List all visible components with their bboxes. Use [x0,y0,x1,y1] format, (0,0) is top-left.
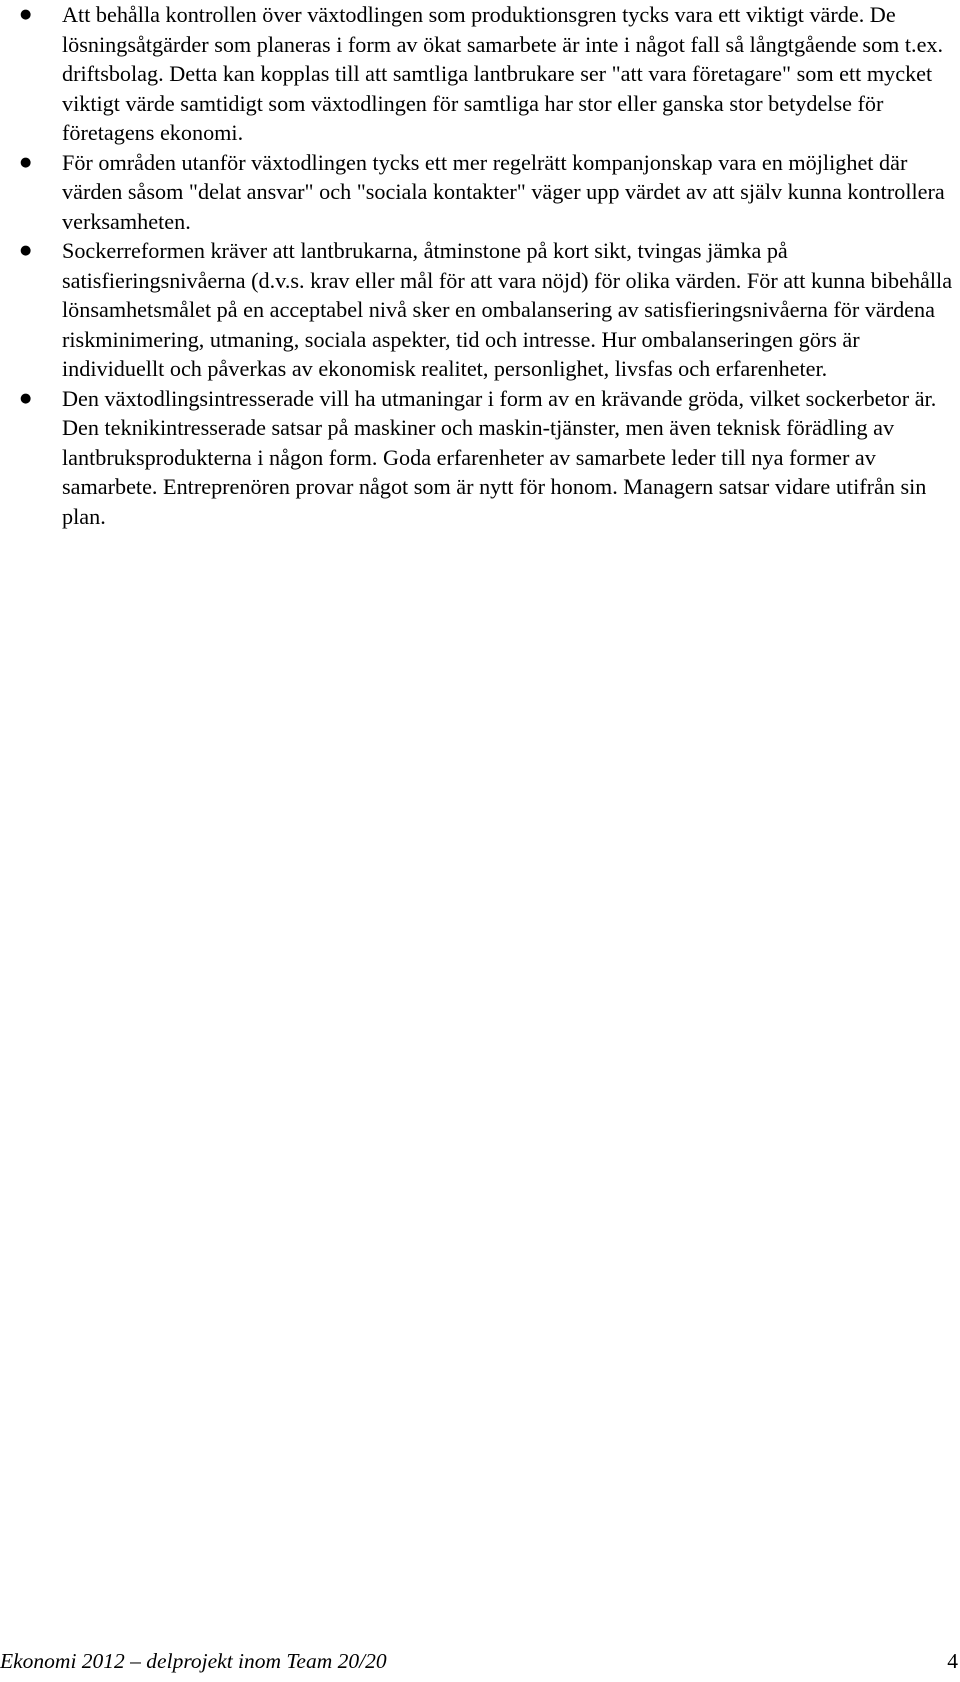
bullet-list [20,0,960,531]
bullet-dot-icon: ● [20,7,32,22]
list-item [20,148,960,237]
list-item-text: Sockerreformen kräver att lantbrukarna, åtminstone på kort sikt, tvingas jämka på satisfieringsnivåerna (d.v.s. krav eller mål för att vara nöjd) för olika värden. För att kunna bibehålla lönsamhetsmålet på en acceptabel nivå sker en ombalansering av satisfieringsnivåerna för värdena riskminimering, utmaning, sociala aspekter, tid och intresse. Hur ombalanseringen görs är individuellt och påverkas av ekonomisk realitet, personlighet, livsfas och erfarenheter. [62,238,953,381]
list-item-text: Att behålla kontrollen över växtodlingen som produktionsgren tycks vara ett viktigt värde. De lösningsåtgärder som planeras i form av ökat samarbete är inte i något fall så långtgående som t.ex. driftsbolag. Detta kan kopplas till att samtliga lantbrukare ser "att vara företagare" som ett mycket viktigt värde samtidigt som växtodlingen för samtliga har stor eller ganska stor betydelse för företagens ekonomi. [62,2,944,145]
page-number: 4 [947,1649,958,1673]
list-item-text: För områden utanför växtodlingen tycks ett mer regelrätt kompanjonskap vara en möjlighet där värden såsom "delat ansvar" och "sociala kontakter" väger upp värdet av att själv kunna kontrollera verksamheten. [62,149,945,234]
list-item [20,0,960,148]
document-body [20,0,960,531]
bullet-dot-icon: ● [20,390,32,406]
list-item [20,236,960,384]
list-item-text: Den växtodlingsintresserade vill ha utmaningar i form av en krävande gröda, vilket sockerbetor är. Den teknikintresserade satsar på maskiner och maskin-tjänster, men även teknisk förädling av lantbruksprodukterna i någon form. Goda erfarenheter av samarbete leder till nya former av samarbete. Entreprenören provar något som är nytt för honom. Managern satsar vidare utifrån sin plan. [62,385,937,529]
page-footer [0,1646,960,1676]
bullet-dot-icon: ● [20,243,32,258]
footer-title: Ekonomi 2012 – delprojekt inom Team 20/20 [0,1649,387,1673]
list-item [20,384,960,532]
bullet-dot-icon: ● [20,154,32,170]
